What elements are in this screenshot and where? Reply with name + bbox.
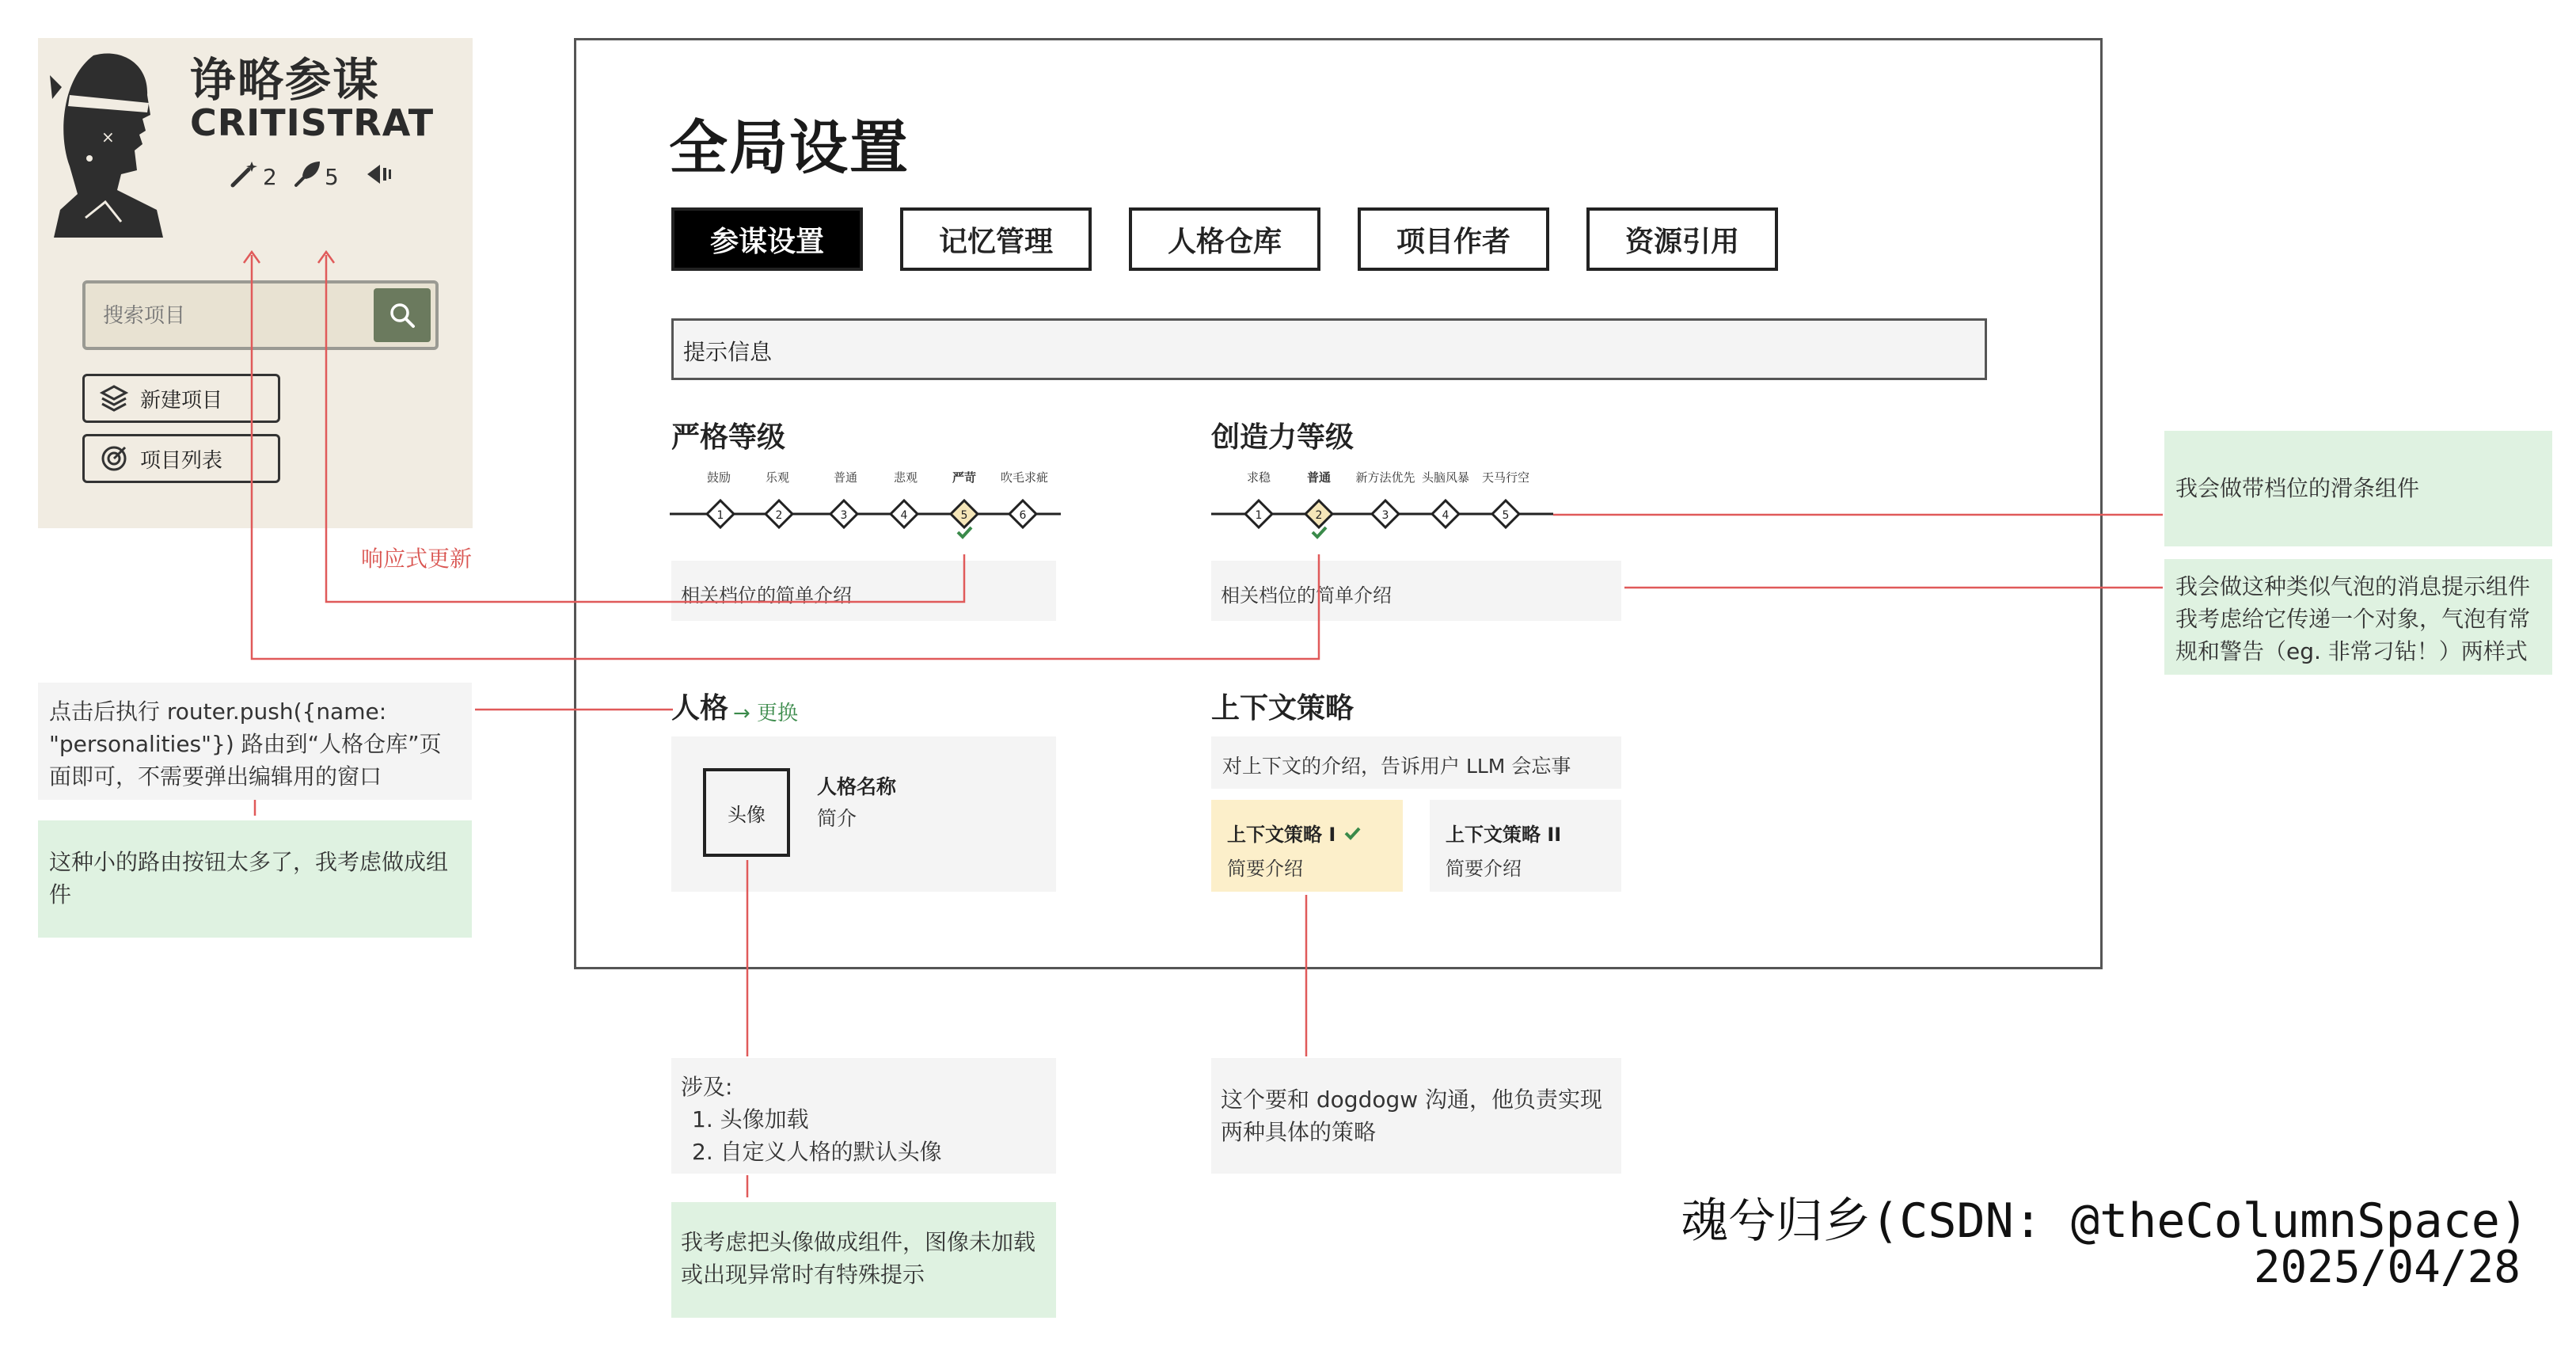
project-list-label: 项目列表 xyxy=(140,448,223,473)
slider-stop[interactable] xyxy=(766,500,792,527)
page-title: 全局设置 xyxy=(669,114,910,182)
strategy-name: 上下文策略 I xyxy=(1227,824,1336,846)
strictness-level-label: 吹毛求疵 xyxy=(1000,470,1049,485)
context-title: 上下文策略 xyxy=(1211,692,1354,725)
strictness-level-label: 普通 xyxy=(833,470,858,485)
bubble-component-note-text: 我会做这种类似气泡的消息提示组件 我考虑给它传递一个对象，气泡有常规和警告（eg. 非常刁钻！）两样式 xyxy=(2175,573,2531,664)
strictness-slider[interactable] xyxy=(670,491,1061,546)
svg-text:3: 3 xyxy=(840,509,848,522)
logo-strategist-icon xyxy=(46,40,165,238)
router-note-text: 点击后执行 router.push({name: "personalities"}) 路由到“人格仓库”页面即可，不需要弹出编辑用的窗口 xyxy=(49,698,442,790)
speaker-icon xyxy=(363,158,397,190)
avatar-component-note xyxy=(671,1202,1056,1318)
search-button[interactable] xyxy=(374,288,431,342)
new-project-button[interactable] xyxy=(82,374,280,423)
personality-title: 人格 xyxy=(671,692,729,725)
bubble-component-note xyxy=(2164,559,2552,675)
reactive-update-label: 响应式更新 xyxy=(361,546,473,572)
stat-speaker[interactable] xyxy=(363,158,397,190)
strategy-note xyxy=(1211,1058,1621,1174)
svg-text:2: 2 xyxy=(1315,509,1323,522)
svg-text:1: 1 xyxy=(716,509,724,522)
strategy-card[interactable] xyxy=(1430,800,1621,892)
creativity-level-label: 普通 xyxy=(1306,470,1332,485)
svg-text:1: 1 xyxy=(1255,509,1263,522)
strictness-level-label: 严苛 xyxy=(952,470,977,485)
slider-stop[interactable] xyxy=(1372,500,1399,527)
route-button-note xyxy=(38,820,472,938)
personality-name: 人格名称 xyxy=(817,775,897,798)
search-icon xyxy=(386,299,418,331)
tab-memory[interactable]: 记忆管理 xyxy=(900,207,1092,271)
avatar-label: 头像 xyxy=(728,803,766,826)
strictness-description xyxy=(671,561,1056,621)
slider-stop-selected[interactable] xyxy=(1305,500,1332,527)
brand-name-cn: 诤略参谋 xyxy=(190,53,381,107)
tab-personalities[interactable]: 人格仓库 xyxy=(1129,207,1320,271)
route-button-note-text: 这种小的路由按钮太多了，我考虑做成组件 xyxy=(49,849,449,908)
creativity-description xyxy=(1211,561,1621,621)
svg-text:3: 3 xyxy=(1381,509,1389,522)
creativity-level-label: 求稳 xyxy=(1246,470,1271,485)
creativity-level-label: 新方法优先 xyxy=(1355,470,1415,485)
search-box xyxy=(82,280,439,350)
strategy-desc: 简要介绍 xyxy=(1227,858,1303,880)
strictness-title: 严格等级 xyxy=(671,421,786,454)
context-intro xyxy=(1211,736,1621,789)
router-note xyxy=(38,683,472,800)
creativity-slider[interactable] xyxy=(1211,491,1553,546)
strictness-level-label: 鼓励 xyxy=(706,470,731,485)
project-list-button[interactable] xyxy=(82,434,280,483)
svg-text:4: 4 xyxy=(1442,509,1449,522)
strategy-name: 上下文策略 II xyxy=(1446,824,1562,846)
slider-stop[interactable] xyxy=(1009,500,1036,527)
hint-bar xyxy=(671,318,1987,380)
check-icon xyxy=(1343,824,1361,842)
brand-name-en: CRITISTRAT xyxy=(190,101,435,144)
magic-wand-icon xyxy=(228,158,263,190)
strategy-card-selected[interactable] xyxy=(1211,800,1403,892)
strictness-description-text: 相关档位的简单介绍 xyxy=(681,584,852,607)
avatar-component-note-text: 我考虑把头像做成组件，图像未加载或出现异常时有特殊提示 xyxy=(681,1229,1036,1288)
avatar-involves-item: 1. 头像加载 xyxy=(692,1106,809,1132)
personality-intro: 简介 xyxy=(817,807,857,830)
slider-stop[interactable] xyxy=(1245,500,1272,527)
tab-advisor-settings[interactable]: 参谋设置 xyxy=(671,207,863,271)
strategy-note-text: 这个要和 dogdogw 沟通，他负责实现两种具体的策略 xyxy=(1221,1087,1603,1145)
slider-component-note xyxy=(2164,431,2552,546)
slider-stop[interactable] xyxy=(1492,500,1519,527)
avatar-involves-title: 涉及: xyxy=(681,1074,733,1100)
tab-resources[interactable]: 资源引用 xyxy=(1586,207,1778,271)
slider-stop[interactable] xyxy=(891,500,918,527)
svg-text:2: 2 xyxy=(775,509,783,522)
avatar[interactable] xyxy=(703,768,790,857)
creativity-description-text: 相关档位的简单介绍 xyxy=(1221,584,1392,607)
svg-text:×: × xyxy=(101,127,115,147)
stat-wand[interactable] xyxy=(228,158,277,190)
svg-text:6: 6 xyxy=(1019,509,1027,522)
new-project-label: 新建项目 xyxy=(140,388,223,413)
svg-text:5: 5 xyxy=(960,509,968,522)
feather-icon xyxy=(290,158,325,190)
strategy-desc: 简要介绍 xyxy=(1446,858,1522,880)
avatar-involves-note xyxy=(671,1058,1056,1174)
check-icon xyxy=(958,527,971,537)
creativity-title: 创造力等级 xyxy=(1211,421,1354,454)
hint-text: 提示信息 xyxy=(683,339,773,365)
tab-authors[interactable]: 项目作者 xyxy=(1358,207,1549,271)
check-icon xyxy=(1313,527,1326,537)
stat-feather[interactable] xyxy=(290,158,339,190)
creativity-level-label: 头脑风暴 xyxy=(1421,470,1470,485)
slider-stop[interactable] xyxy=(1432,500,1459,527)
svg-text:5: 5 xyxy=(1502,509,1510,522)
stat-feather-value: 5 xyxy=(325,164,339,190)
stat-wand-value: 2 xyxy=(263,164,277,190)
layers-icon xyxy=(99,383,129,413)
slider-stop-selected[interactable] xyxy=(951,500,978,527)
strictness-level-label: 乐观 xyxy=(765,470,790,485)
slider-stop[interactable] xyxy=(830,500,857,527)
avatar-involves-item: 2. 自定义人格的默认头像 xyxy=(692,1139,942,1165)
search-input[interactable] xyxy=(101,298,366,334)
watermark-author: 魂兮归乡(CSDN: @theColumnSpace) xyxy=(1681,1193,2529,1249)
slider-component-note-text: 我会做带档位的滑条组件 xyxy=(2175,475,2420,501)
watermark-date: 2025/04/28 xyxy=(2253,1242,2521,1293)
slider-stop[interactable] xyxy=(707,500,734,527)
target-icon xyxy=(99,443,129,474)
svg-text:4: 4 xyxy=(900,509,908,522)
strictness-level-label: 悲观 xyxy=(893,470,918,485)
creativity-level-label: 天马行空 xyxy=(1481,470,1530,485)
context-intro-text: 对上下文的介绍，告诉用户 LLM 会忘事 xyxy=(1222,755,1571,778)
change-personality-link[interactable]: → 更换 xyxy=(733,702,799,725)
